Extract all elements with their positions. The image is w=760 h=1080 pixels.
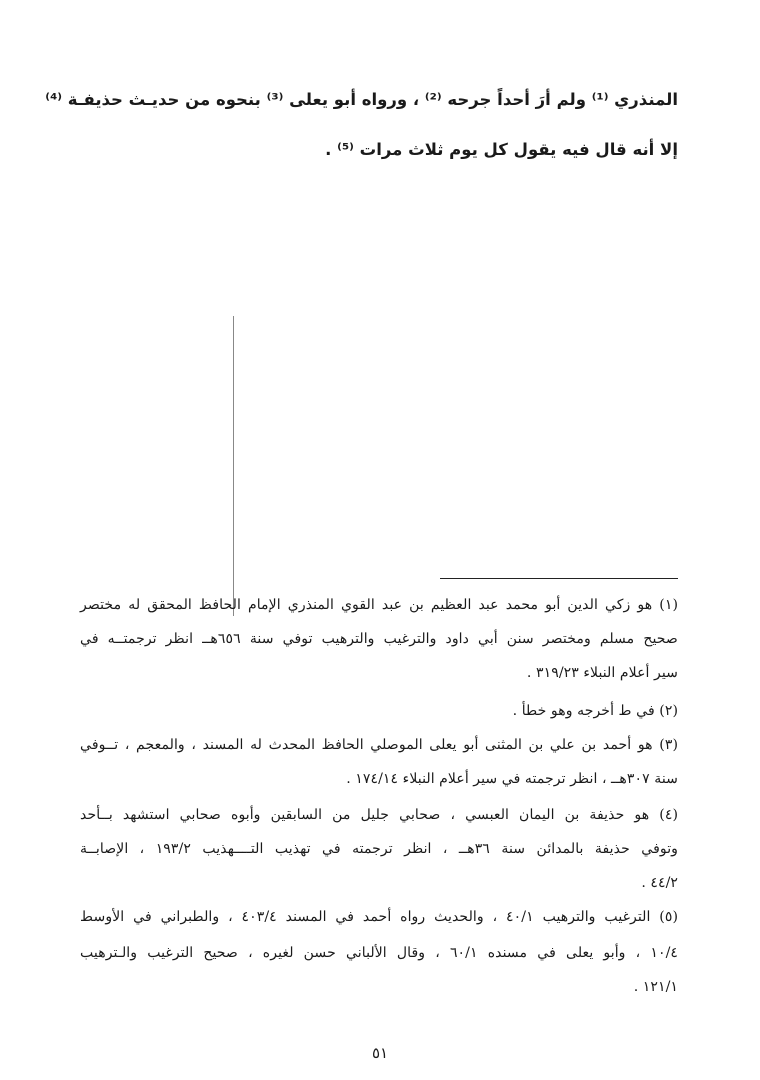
footnote-3-line-2: سنة ٣٠٧هــ ، انظر ترجمته في سير أعلام النبلاء ١٧٤/١٤ . (346, 771, 678, 787)
footnote-4-line-3: ٤٤/٢ . (641, 875, 678, 891)
page-number: ٥١ (371, 1044, 389, 1062)
footnote-5-line-2: ١٠/٤ ، وأبو يعلى في مسنده ٦٠/١ ، وقال الألباني حسن لغيره ، صحيح الترغيب والـترهيب (80, 945, 678, 961)
footnote-1-line-3: سير أعلام النبلاء ٣١٩/٢٣ . (526, 665, 678, 681)
footnote-4-line-1: (٤) هو حذيفة بن اليمان العبسي ، صحابي جليل من السابقين وأبوه صحابي استشهد بــأحد (80, 807, 678, 823)
footnote-separator (440, 578, 678, 579)
main-text-line-2: إلا أنه قال فيه يقول كل يوم ثلاث مرات ⁽⁵⁾ . (325, 140, 678, 159)
footnote-3-line-1: (٣) هو أحمد بن علي بن المثنى أبو يعلى الموصلي الحافظ المحدث له المسند ، والمعجم ، تــوفي (80, 737, 678, 753)
footnote-5-line-1: (٥) الترغيب والترهيب ٤٠/١ ، والحديث رواه أحمد في المسند ٤٠٣/٤ ، والطبراني في الأوسط (80, 909, 678, 925)
footnote-5-line-3: ١٢١/١ . (633, 979, 678, 995)
main-text-line-1: المنذري ⁽¹⁾ ولم أرَ أحداً جرحه ⁽²⁾ ، ورواه أبو يعلى ⁽³⁾ بنحوه من حديـث حذيفـة ⁽⁴⁾ (45, 90, 678, 109)
footnote-1-line-1: (١) هو زكي الدين أبو محمد عبد العظيم بن عبد القوي المنذري الإمام الحافظ المحقق له مختصر (80, 597, 678, 613)
scan-gutter-line (233, 316, 234, 616)
footnote-2-line-1: (٢) في ط أخرجه وهو خطأ . (512, 703, 678, 719)
footnote-1-line-2: صحيح مسلم ومختصر سنن أبي داود والترغيب والترهيب توفي سنة ٦٥٦هــ انظر ترجمتــه في (80, 631, 678, 647)
footnote-4-line-2: وتوفي حذيفة بالمدائن سنة ٣٦هــ ، انظر ترجمته في تهذيب التــــهذيب ١٩٣/٢ ، الإصابــة (80, 841, 678, 857)
